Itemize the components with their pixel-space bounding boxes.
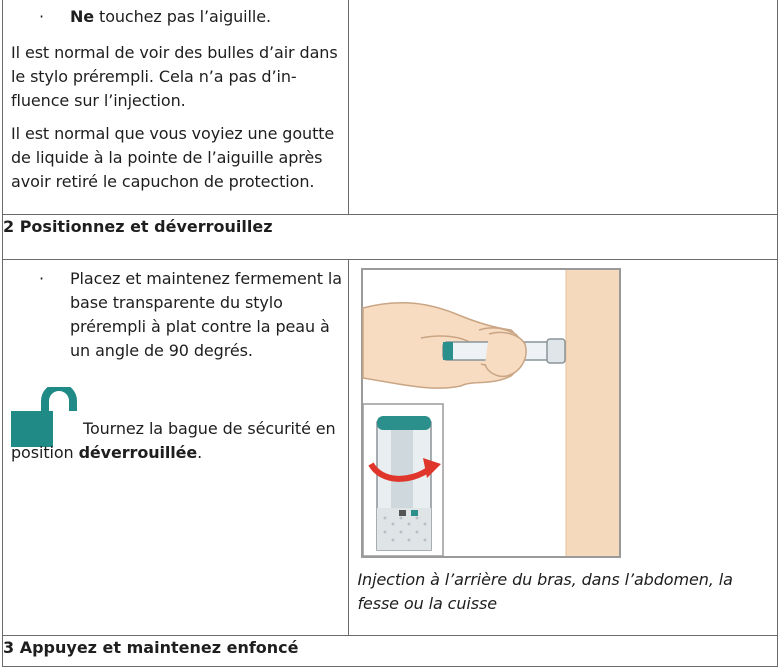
step1-row xyxy=(3,0,778,215)
step3-heading-row xyxy=(3,636,778,667)
liquid-drop-paragraph: Il est normal que vous voyiez une goutte de liquide à la pointe de l’aiguille après avoir retiré le capuchon de protection. xyxy=(11,124,335,191)
unlock-bold-word: déverrouillée xyxy=(78,443,198,462)
step2-text-cell xyxy=(3,260,349,636)
step1-text-cell xyxy=(3,0,349,215)
figure-caption: Injection à l’arrière du bras, dans l’abdomen, la fesse ou la cuisse xyxy=(357,570,733,613)
list-item xyxy=(11,5,342,29)
list-item xyxy=(11,267,344,363)
unlock-text: Tournez la bague de sécurité en position xyxy=(11,419,336,462)
air-bubbles-paragraph: Il est normal de voir des bulles d’air dans le stylo prérempli. Cela n’a pas d’influence sur l’injection. xyxy=(11,43,338,110)
step1-empty-cell xyxy=(349,0,778,215)
step2-figure-cell xyxy=(349,260,778,636)
unlock-text-end: . xyxy=(197,443,203,462)
step3-heading: 3 Appuyez et maintenez enfoncé xyxy=(3,636,778,667)
unlock-instruction xyxy=(11,417,344,465)
bullet-text: touchez pas l’aiguille. xyxy=(94,7,271,26)
step2-heading-row xyxy=(3,215,778,260)
bullet-marker: · xyxy=(39,7,44,26)
injection-illustration xyxy=(361,268,621,558)
step2-row xyxy=(3,260,778,636)
bullet-marker: · xyxy=(39,269,44,288)
bullet-text: Placez et maintenez fermement la base transparente du stylo prérempli à plat contre la peau à un angle de 90 degrés. xyxy=(70,269,342,360)
bullet-bold-word: Ne xyxy=(70,7,95,26)
instructions-table xyxy=(2,0,778,667)
step2-heading: 2 Positionnez et déverrouillez xyxy=(3,215,778,260)
